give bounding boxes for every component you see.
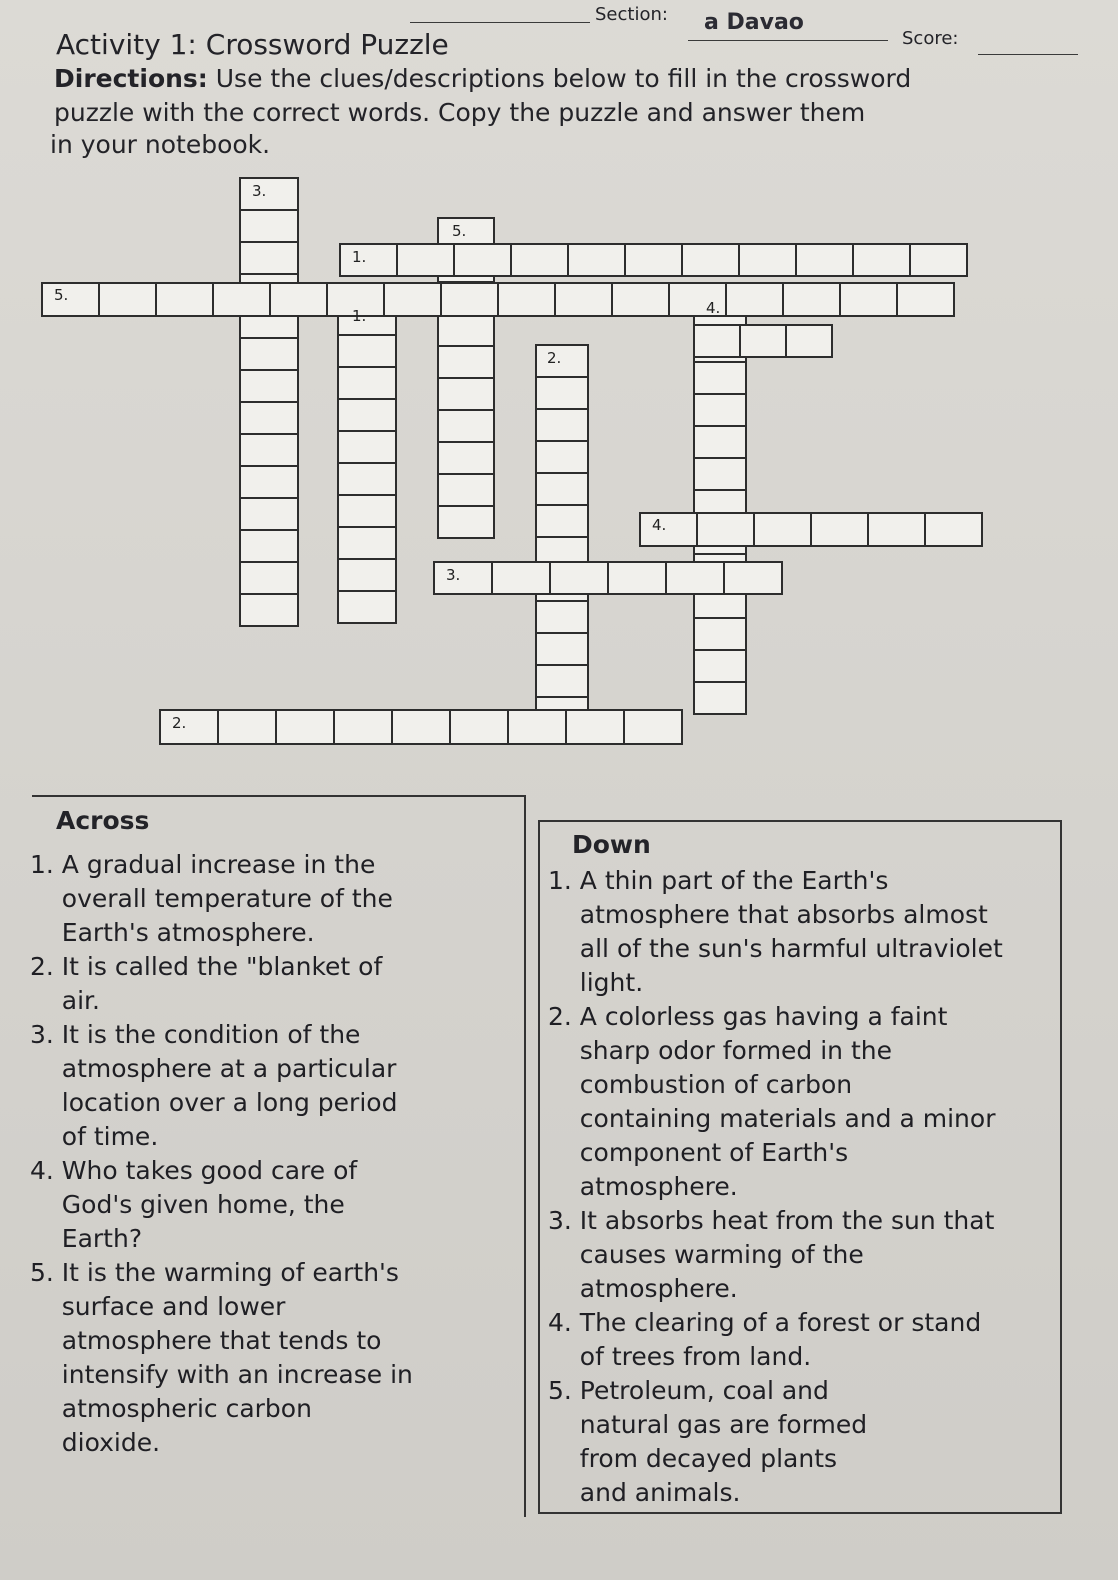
- down-clue-line: natural gas are formed: [548, 1410, 868, 1439]
- crossword-cell[interactable]: [694, 362, 746, 394]
- crossword-cell[interactable]: [568, 244, 625, 276]
- down-clue-line: component of Earth's: [548, 1138, 849, 1167]
- crossword-cell[interactable]: [853, 244, 910, 276]
- crossword-cell[interactable]: [694, 394, 746, 426]
- clue-number-down3: 3.: [252, 182, 267, 200]
- crossword-cell[interactable]: [868, 513, 925, 546]
- down-clue-line: atmosphere.: [548, 1172, 738, 1201]
- crossword-cell[interactable]: [536, 409, 588, 441]
- crossword-cell[interactable]: [536, 473, 588, 505]
- crossword-cell[interactable]: [897, 283, 954, 316]
- crossword-cell[interactable]: [840, 283, 897, 316]
- crossword-cell[interactable]: [640, 513, 697, 546]
- crossword-cell[interactable]: [397, 244, 454, 276]
- directions-line-2: puzzle with the correct words. Copy the puzzle and answer them: [54, 98, 866, 127]
- crossword-cell[interactable]: [338, 591, 396, 623]
- crossword-cell[interactable]: [536, 505, 588, 537]
- crossword-cell[interactable]: [694, 325, 740, 357]
- clue-number-down1: 1.: [352, 307, 367, 325]
- crossword-cell[interactable]: [240, 594, 298, 626]
- crossword-cell[interactable]: [384, 283, 441, 316]
- across-clue-line: atmosphere that tends to: [30, 1326, 382, 1355]
- crossword-cell[interactable]: [441, 283, 498, 316]
- crossword-cell[interactable]: [240, 338, 298, 370]
- down-clue-line: 1. A thin part of the Earth's: [548, 866, 889, 895]
- clue-number-down5: 5.: [452, 222, 467, 240]
- crossword-cell[interactable]: [438, 314, 494, 346]
- across-clue-line: atmosphere at a particular: [30, 1054, 397, 1083]
- crossword-cell[interactable]: [608, 562, 666, 594]
- crossword-cell[interactable]: [338, 367, 396, 399]
- across-clue-line: Earth?: [30, 1224, 143, 1253]
- down-clue-line: and animals.: [548, 1478, 741, 1507]
- crossword-cell[interactable]: [783, 283, 840, 316]
- clue-number-down4: 4.: [706, 299, 721, 317]
- across-clue-line: dioxide.: [30, 1428, 161, 1457]
- crossword-cell[interactable]: [694, 458, 746, 490]
- crossword-cell[interactable]: [334, 710, 392, 744]
- crossword-cell[interactable]: [156, 283, 213, 316]
- crossword-cell[interactable]: [240, 370, 298, 402]
- across-clue-line: intensify with an increase in: [30, 1360, 413, 1389]
- down-heading: Down: [572, 830, 651, 859]
- crossword-cell[interactable]: [536, 601, 588, 633]
- across-clue-line: overall temperature of the: [30, 884, 393, 913]
- across-clue-line: surface and lower: [30, 1292, 286, 1321]
- crossword-cell[interactable]: [694, 426, 746, 458]
- crossword-cell[interactable]: [536, 441, 588, 473]
- crossword-cell[interactable]: [536, 345, 588, 377]
- across-clue-line: air.: [30, 986, 100, 1015]
- crossword-cell[interactable]: [694, 682, 746, 714]
- crossword-cell[interactable]: [213, 283, 270, 316]
- crossword-cell[interactable]: [338, 495, 396, 527]
- crossword-cell[interactable]: [910, 244, 967, 276]
- crossword-cell[interactable]: [99, 283, 156, 316]
- directions-label: Directions:: [54, 64, 208, 93]
- crossword-cell[interactable]: [492, 562, 550, 594]
- crossword-cell[interactable]: [240, 178, 298, 210]
- crossword-cell[interactable]: [240, 242, 298, 274]
- crossword-cell[interactable]: [438, 346, 494, 378]
- down-clue-line: atmosphere.: [548, 1274, 738, 1303]
- crossword-cell[interactable]: [392, 710, 450, 744]
- crossword-cell[interactable]: [624, 710, 682, 744]
- crossword-cell[interactable]: [498, 283, 555, 316]
- crossword-cell[interactable]: [42, 283, 99, 316]
- crossword-cell[interactable]: [454, 244, 511, 276]
- section-value: a Davao: [704, 10, 804, 35]
- crossword-cell[interactable]: [739, 244, 796, 276]
- crossword-cell[interactable]: [240, 530, 298, 562]
- crossword-cell[interactable]: [925, 513, 982, 546]
- across-clue-line: 3. It is the condition of the: [30, 1020, 361, 1049]
- down-clue-line: from decayed plants: [548, 1444, 838, 1473]
- crossword-cell[interactable]: [536, 633, 588, 665]
- crossword-cell[interactable]: [511, 244, 568, 276]
- crossword-cell[interactable]: [338, 527, 396, 559]
- crossword-cell[interactable]: [740, 325, 786, 357]
- crossword-cell[interactable]: [438, 506, 494, 538]
- crossword-cell[interactable]: [726, 283, 783, 316]
- clue-number-across5: 5.: [54, 286, 69, 304]
- across-clue-line: God's given home, the: [30, 1190, 345, 1219]
- down-clue-list: [548, 864, 1048, 1510]
- clue-number-across4: 4.: [652, 516, 667, 534]
- across-clue-line: 5. It is the warming of earth's: [30, 1258, 399, 1287]
- across-clue-line: Earth's atmosphere.: [30, 918, 315, 947]
- clue-number-across1: 1.: [352, 248, 367, 266]
- down-clue-line: all of the sun's harmful ultraviolet: [548, 934, 1003, 963]
- across-clue-line: 2. It is called the "blanket of: [30, 952, 383, 981]
- crossword-cell[interactable]: [796, 244, 853, 276]
- clue-number-across3: 3.: [446, 566, 461, 584]
- section-label: Section:: [595, 4, 668, 25]
- crossword-cell[interactable]: [508, 710, 566, 744]
- crossword-cell[interactable]: [240, 562, 298, 594]
- crossword-cell[interactable]: [450, 710, 508, 744]
- crossword-cell[interactable]: [438, 442, 494, 474]
- across-clue-line: atmospheric carbon: [30, 1394, 312, 1423]
- crossword-cell[interactable]: [697, 513, 754, 546]
- crossword-cell[interactable]: [694, 618, 746, 650]
- down-clue-line: of trees from land.: [548, 1342, 812, 1371]
- down-clue-line: 3. It absorbs heat from the sun that: [548, 1206, 995, 1235]
- across-clue-list: [30, 848, 510, 1460]
- crossword-cell[interactable]: [160, 710, 218, 744]
- crossword-cell[interactable]: [240, 498, 298, 530]
- crossword-cell[interactable]: [438, 410, 494, 442]
- crossword-cell[interactable]: [811, 513, 868, 546]
- crossword-cell[interactable]: [338, 559, 396, 591]
- down-clue-line: 2. A colorless gas having a faint: [548, 1002, 948, 1031]
- across-clue-line: location over a long period: [30, 1088, 398, 1117]
- crossword-cell[interactable]: [786, 325, 832, 357]
- score-label: Score:: [902, 28, 959, 49]
- down-clue-line: 4. The clearing of a forest or stand: [548, 1308, 982, 1337]
- crossword-cell[interactable]: [338, 399, 396, 431]
- crossword-cell[interactable]: [694, 650, 746, 682]
- crossword-cell[interactable]: [550, 562, 608, 594]
- crossword-cell[interactable]: [438, 378, 494, 410]
- crossword-cell[interactable]: [240, 466, 298, 498]
- across-clue-line: of time.: [30, 1122, 159, 1151]
- down-clue-line: 5. Petroleum, coal and: [548, 1376, 829, 1405]
- crossword-cell[interactable]: [724, 562, 782, 594]
- across-clue-line: 4. Who takes good care of: [30, 1156, 358, 1185]
- crossword-cell[interactable]: [240, 402, 298, 434]
- directions-text-1: Use the clues/descriptions below to fill in the crossword: [215, 64, 912, 93]
- crossword-cell[interactable]: [240, 210, 298, 242]
- crossword-cell[interactable]: [438, 474, 494, 506]
- crossword-cell[interactable]: [338, 335, 396, 367]
- crossword-cell[interactable]: [566, 710, 624, 744]
- clue-number-down2: 2.: [547, 349, 562, 367]
- down-clue-line: atmosphere that absorbs almost: [548, 900, 988, 929]
- crossword-cell[interactable]: [555, 283, 612, 316]
- crossword-cell[interactable]: [240, 434, 298, 466]
- crossword-cell[interactable]: [682, 244, 739, 276]
- crossword-cell[interactable]: [270, 283, 327, 316]
- clue-number-across2: 2.: [172, 714, 187, 732]
- crossword-cell[interactable]: [625, 244, 682, 276]
- across-clue-line: 1. A gradual increase in the: [30, 850, 376, 879]
- crossword-cell[interactable]: [612, 283, 669, 316]
- crossword-cell[interactable]: [338, 463, 396, 495]
- down-clue-line: combustion of carbon: [548, 1070, 853, 1099]
- crossword-cell[interactable]: [536, 665, 588, 697]
- crossword-cell[interactable]: [338, 431, 396, 463]
- crossword-cell[interactable]: [340, 244, 397, 276]
- down-clue-line: light.: [548, 968, 644, 997]
- across-heading: Across: [56, 806, 150, 835]
- crossword-cell[interactable]: [434, 562, 492, 594]
- down-clue-line: causes warming of the: [548, 1240, 864, 1269]
- activity-title: Activity 1: Crossword Puzzle: [56, 28, 449, 61]
- crossword-cell[interactable]: [666, 562, 724, 594]
- crossword-cell[interactable]: [536, 377, 588, 409]
- down-clue-line: sharp odor formed in the: [548, 1036, 893, 1065]
- crossword-cell[interactable]: [754, 513, 811, 546]
- down-clue-line: containing materials and a minor: [548, 1104, 996, 1133]
- crossword-cell[interactable]: [218, 710, 276, 744]
- directions-line-3: in your notebook.: [50, 130, 271, 159]
- crossword-cell[interactable]: [276, 710, 334, 744]
